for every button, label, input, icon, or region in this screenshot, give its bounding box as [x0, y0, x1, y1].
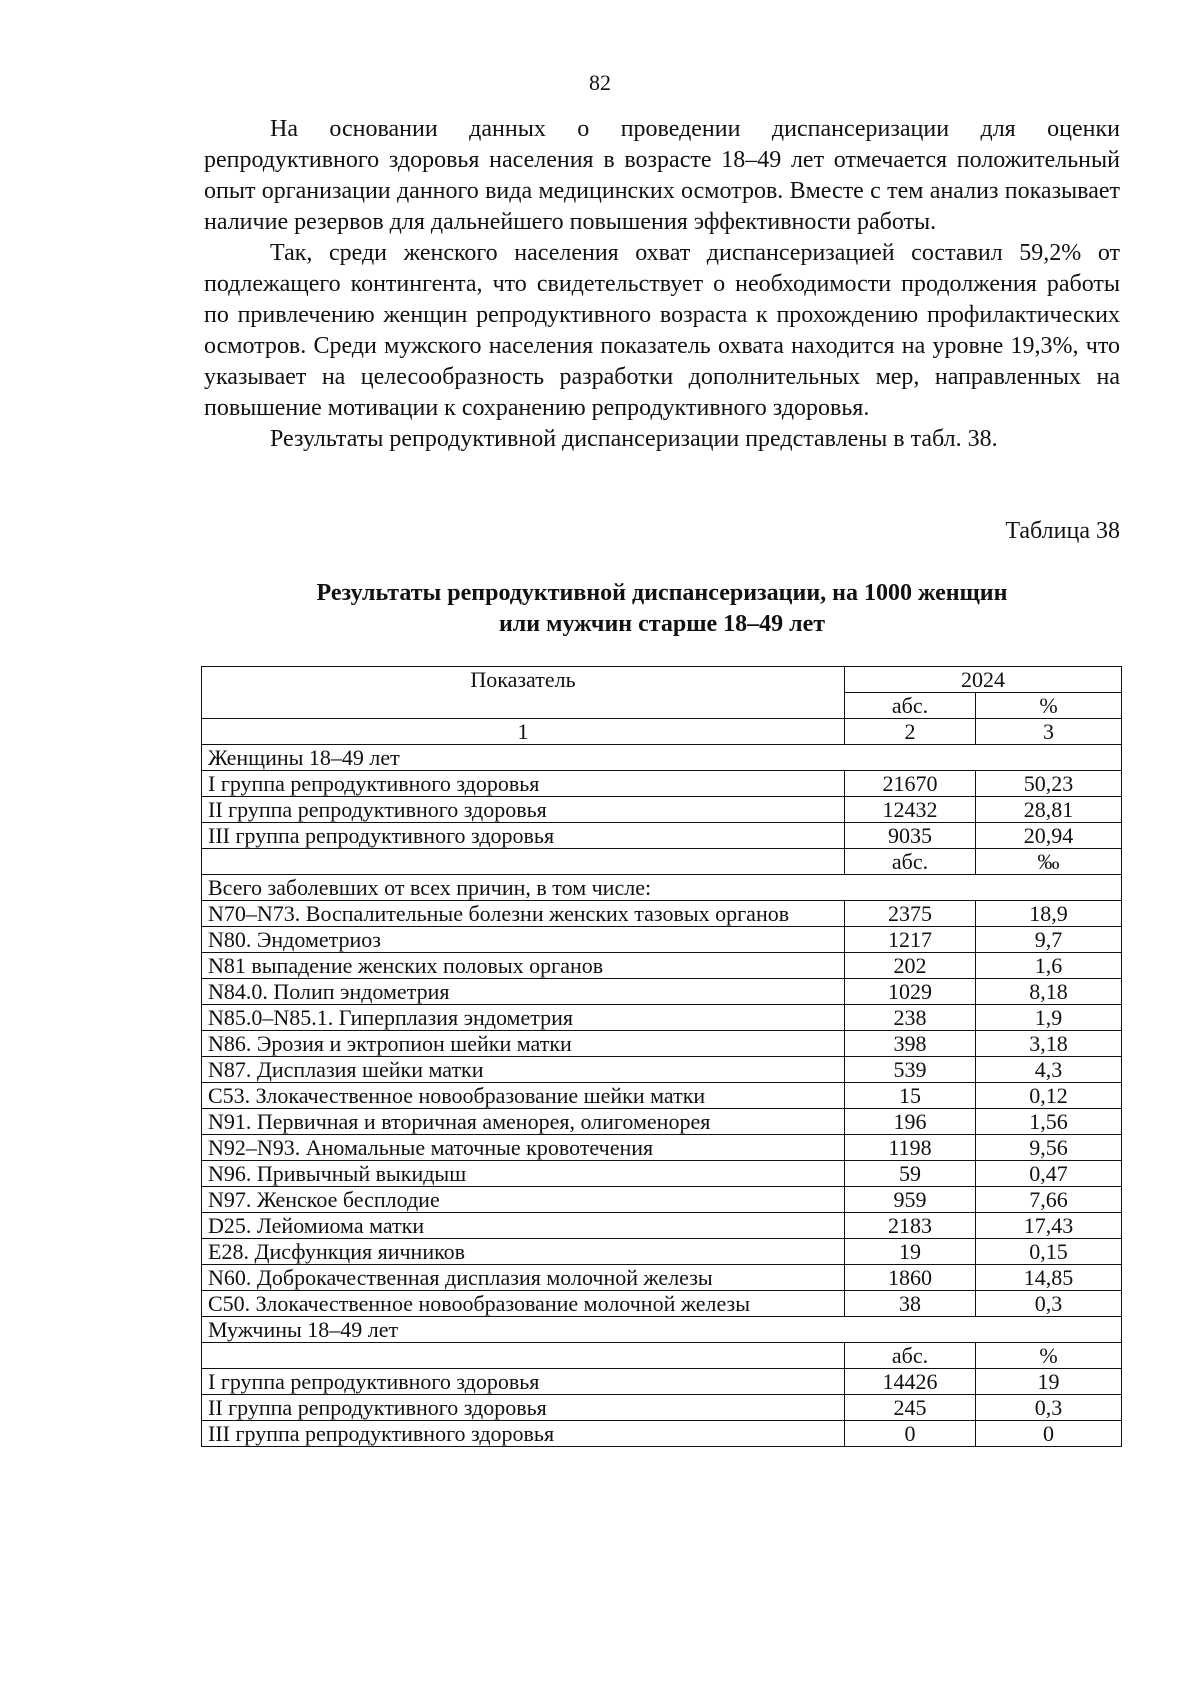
- abs-value: 14426: [845, 1369, 976, 1395]
- rate-value: 0,3: [976, 1291, 1122, 1317]
- rate-value: 4,3: [976, 1057, 1122, 1083]
- pct-value: 19: [976, 1369, 1122, 1395]
- subheader-row: [202, 1343, 1122, 1369]
- abs-value: 59: [845, 1161, 976, 1187]
- abs-value: 9035: [845, 823, 976, 849]
- table-row: [202, 823, 1122, 849]
- abs-value: 238: [845, 1005, 976, 1031]
- table-title-line: Результаты репродуктивной диспансеризации, на 1000 женщин: [316, 580, 1008, 606]
- table-row: [202, 1291, 1122, 1317]
- row-label: C50. Злокачественное новообразование молочной железы: [202, 1291, 845, 1317]
- row-label: N91. Первичная и вторичная аменорея, олигоменорея: [202, 1109, 845, 1135]
- row-label: II группа репродуктивного здоровья: [202, 1395, 845, 1421]
- row-label: D25. Лейомиома матки: [202, 1213, 845, 1239]
- subheader-row: [202, 849, 1122, 875]
- abs-value: 245: [845, 1395, 976, 1421]
- table-row: [202, 1239, 1122, 1265]
- pct-value: 50,23: [976, 771, 1122, 797]
- table-row: [202, 1369, 1122, 1395]
- header-abs: абс.: [845, 693, 976, 719]
- row-label: I группа репродуктивного здоровья: [202, 1369, 845, 1395]
- table-body: [202, 667, 1122, 1447]
- table-title: [204, 578, 1120, 640]
- abs-value: 196: [845, 1109, 976, 1135]
- rate-value: 1,6: [976, 953, 1122, 979]
- abs-value: 15: [845, 1083, 976, 1109]
- rate-value: 0,15: [976, 1239, 1122, 1265]
- rate-value: 0,47: [976, 1161, 1122, 1187]
- abs-value: 1217: [845, 927, 976, 953]
- diseases-total-label: Всего заболевших от всех причин, в том числе:: [202, 875, 1122, 901]
- abs-value: 202: [845, 953, 976, 979]
- section-row: [202, 1317, 1122, 1343]
- table-row: [202, 979, 1122, 1005]
- abs-value: 2375: [845, 901, 976, 927]
- row-label: I группа репродуктивного здоровья: [202, 771, 845, 797]
- table-row: [202, 771, 1122, 797]
- rate-value: 9,7: [976, 927, 1122, 953]
- row-label: III группа репродуктивного здоровья: [202, 1421, 845, 1447]
- empty-cell: [202, 1343, 845, 1369]
- row-label: N87. Дисплазия шейки матки: [202, 1057, 845, 1083]
- column-number: 2: [845, 719, 976, 745]
- subheader-permille: ‰: [976, 849, 1122, 875]
- rate-value: 14,85: [976, 1265, 1122, 1291]
- rate-value: 17,43: [976, 1213, 1122, 1239]
- abs-value: 959: [845, 1187, 976, 1213]
- header-year: 2024: [845, 667, 1122, 693]
- table-header-row: [202, 667, 1122, 693]
- subheader-abs: абс.: [845, 849, 976, 875]
- rate-value: 1,56: [976, 1109, 1122, 1135]
- row-label: C53. Злокачественное новообразование шейки матки: [202, 1083, 845, 1109]
- abs-value: 398: [845, 1031, 976, 1057]
- row-label: N85.0–N85.1. Гиперплазия эндометрия: [202, 1005, 845, 1031]
- pct-value: 0: [976, 1421, 1122, 1447]
- row-label: N60. Доброкачественная дисплазия молочной железы: [202, 1265, 845, 1291]
- table-row: [202, 927, 1122, 953]
- abs-value: 1198: [845, 1135, 976, 1161]
- row-label: N81 выпадение женских половых органов: [202, 953, 845, 979]
- rate-value: 0,12: [976, 1083, 1122, 1109]
- subheader-abs: абс.: [845, 1343, 976, 1369]
- table-row: [202, 1109, 1122, 1135]
- table-label: Таблица 38: [1005, 518, 1120, 544]
- rate-value: 18,9: [976, 901, 1122, 927]
- table-row: [202, 1395, 1122, 1421]
- row-label: N84.0. Полип эндометрия: [202, 979, 845, 1005]
- pct-value: 0,3: [976, 1395, 1122, 1421]
- men-section-label: Мужчины 18–49 лет: [202, 1317, 1122, 1343]
- header-indicator: Показатель: [202, 667, 845, 719]
- abs-value: 19: [845, 1239, 976, 1265]
- table-row: [202, 797, 1122, 823]
- rate-value: 8,18: [976, 979, 1122, 1005]
- table-title-line: или мужчин старше 18–49 лет: [498, 611, 826, 637]
- abs-value: 12432: [845, 797, 976, 823]
- abs-value: 21670: [845, 771, 976, 797]
- table-row: [202, 1213, 1122, 1239]
- row-label: E28. Дисфункция яичников: [202, 1239, 845, 1265]
- paragraph: Результаты репродуктивной диспансеризации представлены в табл. 38.: [270, 426, 998, 452]
- row-label: N70–N73. Воспалительные болезни женских тазовых органов: [202, 901, 845, 927]
- results-table: [201, 666, 1122, 1447]
- paragraph: На основании данных о проведении диспансеризации для оценки репродуктивного здоровья населения в возрасте 18–49 лет отмечается положительный опыт организации данного вида медицинских осмотров. Вместе с тем анализ показывает наличие резервов для дальнейшего повышения эффективности работы.: [204, 116, 1120, 235]
- row-label: N92–N93. Аномальные маточные кровотечения: [202, 1135, 845, 1161]
- table-row: [202, 953, 1122, 979]
- row-label: II группа репродуктивного здоровья: [202, 797, 845, 823]
- row-label: N97. Женское бесплодие: [202, 1187, 845, 1213]
- pct-value: 28,81: [976, 797, 1122, 823]
- table-row: [202, 1187, 1122, 1213]
- rate-value: 7,66: [976, 1187, 1122, 1213]
- paragraph: Так, среди женского населения охват диспансеризацией составил 59,2% от подлежащего контингента, что свидетельствует о необходимости продолжения работы по привлечению женщин репродуктивного возраста к прохождению профилактических осмотров. Среди мужского населения показатель охвата находится на уровне 19,3%, что указывает на целесообразность разработки дополнительных мер, направленных на повышение мотивации к сохранению репродуктивного здоровья.: [204, 240, 1120, 421]
- section-row: [202, 745, 1122, 771]
- abs-value: 1860: [845, 1265, 976, 1291]
- pct-value: 20,94: [976, 823, 1122, 849]
- table-row: [202, 1057, 1122, 1083]
- abs-value: 2183: [845, 1213, 976, 1239]
- women-section-label: Женщины 18–49 лет: [202, 745, 1122, 771]
- rate-value: 3,18: [976, 1031, 1122, 1057]
- column-number: 1: [202, 719, 845, 745]
- rate-value: 9,56: [976, 1135, 1122, 1161]
- table-row: [202, 1161, 1122, 1187]
- section-row: [202, 875, 1122, 901]
- abs-value: 539: [845, 1057, 976, 1083]
- body-text: [204, 114, 1120, 455]
- table-row: [202, 1421, 1122, 1447]
- table-row: [202, 1135, 1122, 1161]
- row-label: N80. Эндометриоз: [202, 927, 845, 953]
- table-row: [202, 1265, 1122, 1291]
- page-number: 82: [589, 70, 611, 95]
- subheader-pct: %: [976, 1343, 1122, 1369]
- column-number-row: [202, 719, 1122, 745]
- abs-value: 0: [845, 1421, 976, 1447]
- row-label: N86. Эрозия и эктропион шейки матки: [202, 1031, 845, 1057]
- header-pct: %: [976, 693, 1122, 719]
- row-label: N96. Привычный выкидыш: [202, 1161, 845, 1187]
- table-row: [202, 1005, 1122, 1031]
- abs-value: 38: [845, 1291, 976, 1317]
- rate-value: 1,9: [976, 1005, 1122, 1031]
- empty-cell: [202, 849, 845, 875]
- row-label: III группа репродуктивного здоровья: [202, 823, 845, 849]
- table-row: [202, 1083, 1122, 1109]
- abs-value: 1029: [845, 979, 976, 1005]
- column-number: 3: [976, 719, 1122, 745]
- table-row: [202, 901, 1122, 927]
- table-row: [202, 1031, 1122, 1057]
